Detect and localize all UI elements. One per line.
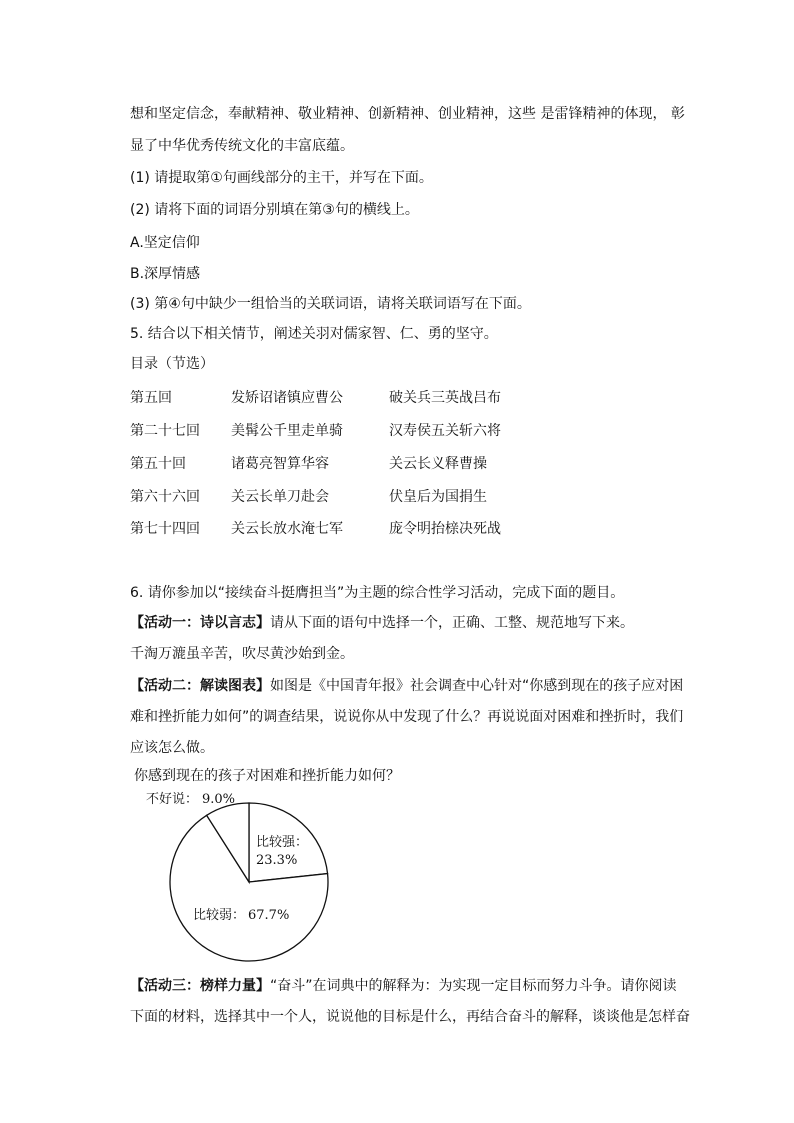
question-2: (2) 请将下面的词语分别填在第③句的横线上。 bbox=[130, 202, 419, 218]
activity-3 bbox=[130, 976, 677, 996]
chart-title: 你感到现在的孩子对困难和挫折能力如何？ bbox=[134, 768, 400, 784]
toc-title-a: 发矫诏诸镇应曹公 bbox=[231, 390, 343, 406]
question-6-intro: 6. 请你参加以“接续奋斗挺膺担当”为主题的综合性学习活动，完成下面的题目。 bbox=[130, 585, 625, 601]
activity-3-text: “奋斗”在词典中的解释为：为实现一定目标而努力斗争。请你阅读 bbox=[270, 978, 677, 994]
activity-2-line-2: 难和挫折能力如何”的调查结果，说说你从中发现了什么？再说说面对困难和挫折时，我们 bbox=[130, 709, 684, 725]
slice-value-unsure: 9.0% bbox=[202, 792, 236, 807]
activity-2-text: 如图是《中国青年报》社会调查中心针对“你感到现在的孩子应对困 bbox=[270, 678, 684, 694]
activity-2-heading: 【活动二：解读图表】 bbox=[130, 678, 270, 694]
slice-label-strong: 比较强： bbox=[256, 835, 309, 850]
toc-chapter: 第七十四回 bbox=[130, 521, 200, 537]
toc-title-a: 关云长放水淹七军 bbox=[231, 521, 343, 537]
slice-label-weak: 比较弱： bbox=[193, 908, 246, 923]
poem-line: 千淘万漉虽辛苦，吹尽黄沙始到金。 bbox=[130, 646, 354, 662]
paragraph-line-1: 想和坚定信念，奉献精神、敬业精神、创新精神、创业精神，这些 是雷锋精神的体现， 彰 bbox=[130, 106, 685, 122]
activity-1-heading: 【活动一：诗以言志】 bbox=[130, 615, 270, 631]
question-3: (3) 第④句中缺少一组恰当的关联词语，请将关联词语写在下面。 bbox=[130, 296, 531, 312]
toc-title-a: 美髯公千里走单骑 bbox=[231, 423, 343, 439]
activity-2-line-3: 应该怎么做。 bbox=[130, 740, 214, 756]
pie-slices bbox=[170, 803, 328, 961]
paragraph-line-2: 显了中华优秀传统文化的丰富底蕴。 bbox=[130, 138, 354, 154]
slice-value-weak: 67.7% bbox=[248, 908, 290, 923]
slice-value-strong: 23.3% bbox=[256, 853, 298, 868]
toc-chapter: 第五回 bbox=[130, 390, 172, 406]
toc-title-a: 诸葛亮智算华容 bbox=[231, 456, 329, 472]
toc-title-b: 关云长义释曹操 bbox=[389, 456, 487, 472]
toc-chapter: 第二十七回 bbox=[130, 423, 200, 439]
slice-label-unsure: 不好说： bbox=[146, 792, 199, 807]
toc-title-a: 关云长单刀赴会 bbox=[231, 489, 329, 505]
question-5: 5. 结合以下相关情节，阐述关羽对儒家智、仁、勇的坚守。 bbox=[130, 326, 498, 342]
toc-chapter: 第六十六回 bbox=[130, 489, 200, 505]
toc-title-b: 伏皇后为国捐生 bbox=[389, 489, 487, 505]
activity-3-line-2: 下面的材料，选择其中一个人，说说他的目标是什么，再结合奋斗的解释，谈谈他是怎样奋 bbox=[130, 1009, 690, 1025]
toc-title-b: 汉寿侯五关斩六将 bbox=[389, 423, 501, 439]
option-a: A.坚定信仰 bbox=[130, 235, 200, 251]
activity-3-heading: 【活动三：榜样力量】 bbox=[130, 978, 270, 994]
option-b: B.深厚情感 bbox=[130, 266, 201, 282]
question-1: (1) 请提取第①句画线部分的主干，并写在下面。 bbox=[130, 170, 433, 186]
toc-title-b: 庞令明抬榇决死战 bbox=[389, 521, 501, 537]
toc-title: 目录（节选） bbox=[130, 356, 214, 372]
toc-chapter: 第五十回 bbox=[130, 456, 186, 472]
toc-title-b: 破关兵三英战吕布 bbox=[389, 390, 501, 406]
activity-1-text: 请从下面的语句中选择一个，正确、工整、规范地写下来。 bbox=[270, 615, 634, 631]
